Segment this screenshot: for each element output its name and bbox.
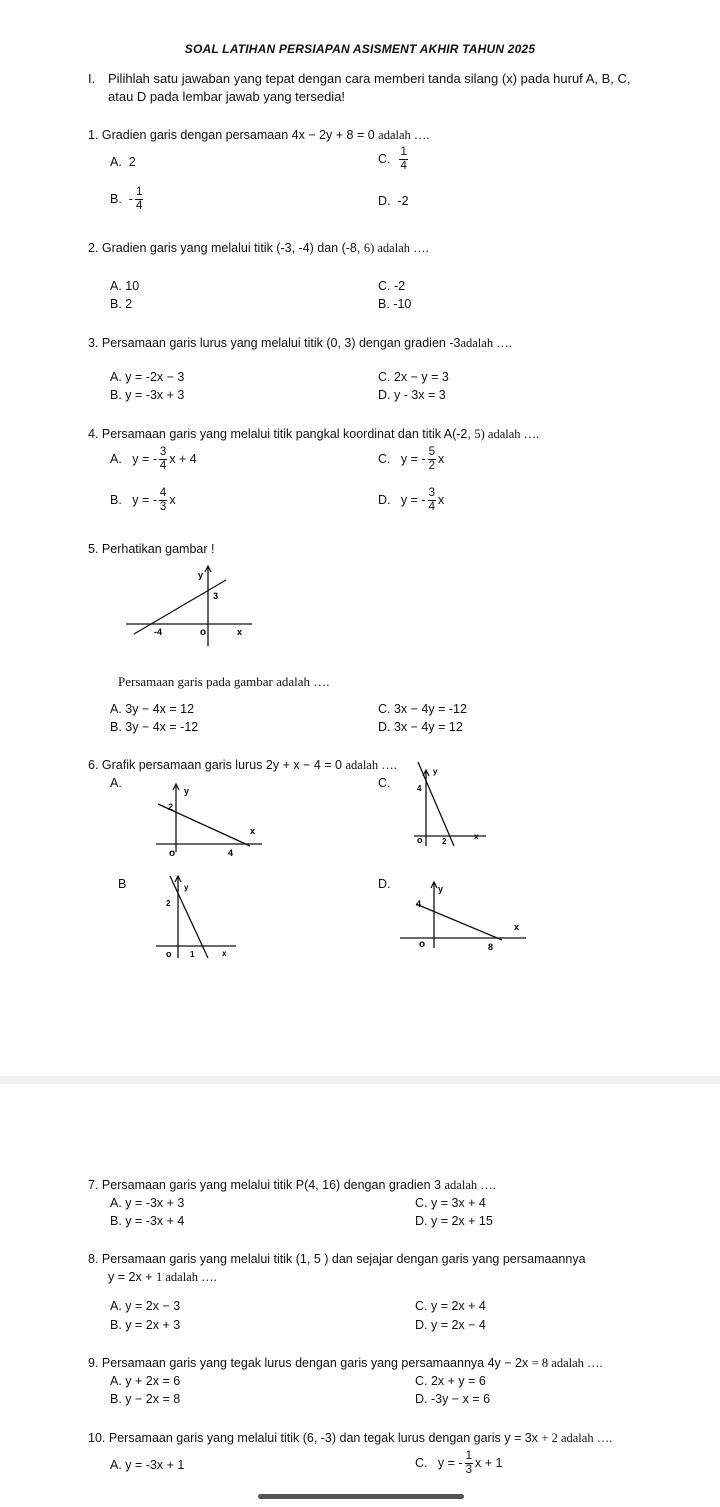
- q9-stem: [88, 1356, 603, 1371]
- q5-option-c[interactable]: C. 3x − 4y = -12: [378, 702, 467, 716]
- q2-number: 2.: [88, 241, 99, 255]
- q4-d-pre: y = -: [400, 492, 426, 507]
- q1-number: 1.: [88, 128, 99, 142]
- q6a-y-intercept: 2: [168, 802, 174, 812]
- q5-y-label: y: [198, 570, 204, 580]
- q4-d-label: D.: [378, 492, 391, 507]
- q4-c-fraction: $\frac{5}{2}$: [428, 446, 435, 472]
- q8-option-b[interactable]: B. y = 2x + 3: [110, 1318, 181, 1332]
- q5-number: 5.: [88, 542, 99, 556]
- q1-text: Gradien garis dengan persamaan: [101, 128, 289, 142]
- q2-option-a[interactable]: A. 10: [110, 279, 140, 293]
- q1-option-b[interactable]: [110, 186, 145, 213]
- q7-text: Persamaan garis yang melalui titik P(4, 16) dengan gradien 3: [101, 1178, 442, 1192]
- q4-b-post: x: [169, 492, 176, 507]
- q4-option-c[interactable]: [378, 446, 444, 473]
- q4-c-post: x: [438, 451, 445, 466]
- q8-option-a[interactable]: A. y = 2x − 3: [110, 1299, 181, 1313]
- q5-x-intercept: -4: [154, 627, 163, 637]
- q10-stem: [88, 1431, 612, 1446]
- q4-c-label: C.: [378, 451, 391, 466]
- home-indicator[interactable]: [258, 1494, 464, 1499]
- q9-text: Persamaan garis yang tegak lurus dengan garis yang persamaannya 4y − 2x: [101, 1356, 529, 1370]
- q5-graph-line: [134, 580, 226, 634]
- q6a-x-label: x: [250, 826, 256, 836]
- q6d-x-intercept: 8: [488, 942, 494, 952]
- q6d-y-label: y: [438, 884, 444, 894]
- q3-tail: adalah ….: [460, 336, 512, 350]
- q6-equation: 2y + x − 4 = 0: [265, 758, 342, 772]
- q5-question: Persamaan garis pada gambar adalah ….: [118, 674, 330, 689]
- q4-d-fraction: $\frac{3}{4}$: [428, 487, 435, 513]
- q2-tail: 6) adalah ….: [363, 241, 429, 255]
- section-roman: I.: [88, 71, 96, 86]
- q1-b-label: B.: [110, 191, 122, 206]
- q5-line-graph: [120, 562, 260, 652]
- q6b-origin: o: [166, 949, 172, 959]
- q2-stem: [88, 241, 429, 256]
- q4-option-d[interactable]: [378, 487, 444, 514]
- q2-option-b[interactable]: B. 2: [110, 297, 133, 311]
- q1-d-label: D.: [378, 194, 391, 208]
- q10-c-label: C.: [415, 1455, 428, 1470]
- q3-option-d[interactable]: D. y - 3x = 3: [378, 388, 446, 402]
- q5-y-intercept: 3: [213, 591, 219, 601]
- q6-graph-c: [400, 760, 490, 850]
- q6c-y-intercept: 4: [417, 784, 422, 793]
- q4-option-a[interactable]: [110, 446, 197, 473]
- q3-number: 3.: [88, 336, 99, 350]
- q10-text: Persamaan garis yang melalui titik (6, -3) dan tegak lurus dengan garis y = 3x: [108, 1431, 538, 1445]
- q5-stem: [88, 542, 214, 556]
- q3-text: Persamaan garis lurus yang melalui titik (0, 3) dengan gradien -3: [101, 336, 461, 350]
- q10-option-a[interactable]: A. y = -3x + 1: [110, 1458, 185, 1472]
- q1-option-d[interactable]: [378, 194, 409, 208]
- q1-stem: [88, 128, 430, 143]
- q5-option-a[interactable]: A. 3y − 4x = 12: [110, 702, 195, 716]
- q8-stem-line-2: [108, 1270, 217, 1285]
- q4-c-pre: y = -: [400, 451, 426, 466]
- q9-number: 9.: [88, 1356, 99, 1370]
- q6-graph-d: [398, 878, 530, 958]
- q1-a-label: A.: [110, 155, 122, 169]
- q10-c-fraction: $\frac{1}{3}$: [465, 1450, 472, 1476]
- q5-text: Perhatikan gambar !: [101, 542, 215, 556]
- q9-option-a[interactable]: A. y + 2x = 6: [110, 1374, 181, 1388]
- q1-b-fraction: $\frac{1}{4}$: [135, 186, 143, 212]
- q1-equation: 4x − 2y + 8 = 0: [291, 128, 375, 142]
- q6d-y-intercept: 4: [416, 899, 422, 909]
- q9-option-c[interactable]: C. 2x + y = 6: [415, 1374, 486, 1388]
- q10-option-c[interactable]: [415, 1450, 502, 1477]
- q10-c-post: x + 1: [475, 1455, 503, 1470]
- q4-option-b[interactable]: [110, 487, 176, 514]
- q4-b-fraction: $\frac{4}{3}$: [159, 487, 167, 513]
- document-title: SOAL LATIHAN PERSIAPAN ASISMENT AKHIR TAHUN 2025: [184, 42, 536, 56]
- q5-option-b[interactable]: B. 3y − 4x = -12: [110, 720, 199, 734]
- q4-a-label: A.: [110, 451, 122, 466]
- q6b-x-intercept: 1: [190, 950, 195, 959]
- q1-tail: adalah ….: [378, 128, 430, 142]
- q7-stem: [88, 1178, 496, 1193]
- q10-c-pre: y = -: [437, 1455, 463, 1470]
- q6-graph-b: [150, 872, 240, 962]
- q3-stem: [88, 336, 512, 351]
- q6-c-label[interactable]: C.: [378, 776, 391, 790]
- q6-graph-a: [150, 780, 270, 860]
- q7-tail: adalah ….: [444, 1178, 496, 1192]
- q4-stem: [88, 427, 539, 442]
- q8-number: 8.: [88, 1252, 99, 1266]
- page-break: [0, 1076, 720, 1084]
- q4-a-pre: y = -: [132, 451, 157, 466]
- q5-x-label: x: [237, 627, 243, 637]
- q1-d-value: -2: [397, 194, 409, 208]
- q4-d-post: x: [438, 492, 445, 507]
- q6b-y-intercept: 2: [166, 899, 171, 908]
- q5-origin: o: [200, 627, 207, 638]
- q5-option-d[interactable]: D. 3x − 4y = 12: [378, 720, 463, 734]
- q6-b-label[interactable]: B: [118, 877, 127, 891]
- q9-tail: = 8 adalah ….: [531, 1356, 603, 1370]
- q6c-y-label: y: [433, 767, 438, 776]
- q2-option-d[interactable]: B. -10: [378, 297, 412, 311]
- q2-option-c[interactable]: C. -2: [378, 279, 406, 293]
- q3-option-a[interactable]: A. y = -2x − 3: [110, 370, 185, 384]
- q1-a-value: 2: [128, 155, 136, 169]
- q8-tail: 1 adalah ….: [155, 1270, 217, 1284]
- q7-option-a[interactable]: A. y = -3x + 3: [110, 1196, 185, 1210]
- q6a-origin: o: [169, 848, 176, 859]
- q1-option-a[interactable]: [110, 155, 136, 169]
- q6a-y-label: y: [184, 786, 190, 796]
- q1-b-sign: -: [128, 191, 133, 206]
- q6d-x-label: x: [514, 922, 520, 932]
- q6d-graph-line: [416, 904, 502, 940]
- q1-c-label: C.: [378, 151, 391, 166]
- q6c-origin: o: [417, 835, 423, 845]
- q3-option-c[interactable]: C. 2x − y = 3: [378, 370, 449, 384]
- q4-b-pre: y = -: [132, 492, 157, 507]
- q4-b-label: B.: [110, 492, 122, 507]
- q8-option-c[interactable]: C. y = 2x + 4: [415, 1299, 486, 1313]
- instruction-line-1: Pilihlah satu jawaban yang tepat dengan cara memberi tanda silang (x) pada huruf A, B, C,: [108, 71, 631, 86]
- q7-option-d[interactable]: D. y = 2x + 15: [415, 1214, 493, 1228]
- q6d-origin: o: [419, 939, 426, 950]
- q3-option-b[interactable]: B. y = -3x + 3: [110, 388, 185, 402]
- q6-d-label[interactable]: D.: [378, 877, 391, 891]
- q6-number: 6.: [88, 758, 99, 772]
- q2-text: Gradien garis yang melalui titik (-3, -4) dan (-8,: [101, 241, 361, 255]
- q7-number: 7.: [88, 1178, 99, 1192]
- q1-c-fraction: $\frac{1}{4}$: [400, 146, 407, 172]
- q4-number: 4.: [88, 427, 99, 441]
- q8-stem: [88, 1252, 586, 1266]
- q6-text: Grafik persamaan garis lurus: [101, 758, 263, 772]
- q10-number: 10.: [88, 1431, 106, 1445]
- q7-option-b[interactable]: B. y = -3x + 4: [110, 1214, 185, 1228]
- q6b-x-label: x: [222, 949, 227, 958]
- q4-a-post: x + 4: [169, 451, 197, 466]
- q8-text: Persamaan garis yang melalui titik (1, 5 ) dan sejajar dengan garis yang persamaannya: [101, 1252, 586, 1266]
- q4-a-fraction: $\frac{3}{4}$: [159, 446, 167, 472]
- q6c-x-label: x: [474, 832, 479, 841]
- q9-option-b[interactable]: B. y − 2x = 8: [110, 1392, 181, 1406]
- q9-option-d[interactable]: D. -3y − x = 6: [415, 1392, 491, 1406]
- q4-tail: 5) adalah ….: [474, 427, 540, 441]
- q6c-x-intercept: 2: [442, 837, 447, 846]
- q7-option-c[interactable]: C. y = 3x + 4: [415, 1196, 486, 1210]
- q4-text: Persamaan garis yang melalui titik pangkal koordinat dan titik A(-2,: [101, 427, 471, 441]
- q8-option-d[interactable]: D. y = 2x − 4: [415, 1318, 486, 1332]
- q6b-y-label: y: [184, 883, 189, 892]
- q6-stem: [88, 758, 397, 773]
- q6-a-label[interactable]: A.: [110, 776, 122, 790]
- q10-tail: + 2 adalah ….: [541, 1431, 613, 1445]
- q8-line2: y = 2x +: [108, 1270, 153, 1284]
- q1-option-c[interactable]: [378, 146, 410, 173]
- instruction-line-2: atau D pada lembar jawab yang tersedia!: [108, 89, 346, 104]
- q6-tail: adalah ….: [345, 758, 397, 772]
- q6a-x-intercept: 4: [228, 848, 234, 858]
